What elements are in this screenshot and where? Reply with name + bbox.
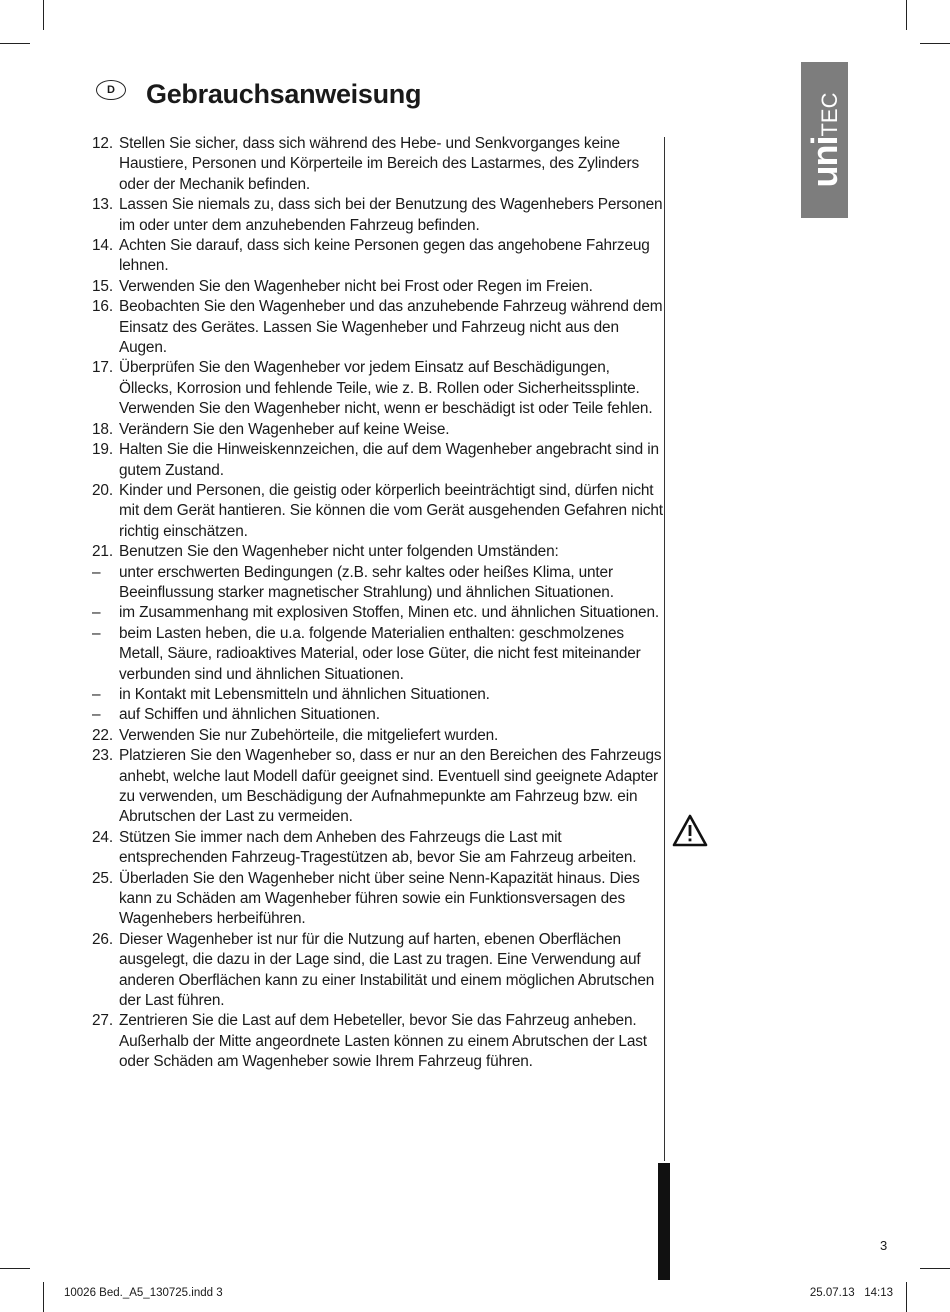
item-text: auf Schiffen und ähnlichen Situationen. [119,706,380,724]
item-number: 26. [92,930,113,948]
list-item [92,440,667,481]
print-slug-date: 25.07.13 14:13 [809,1287,893,1299]
item-number: 13. [92,196,113,214]
crop-mark [906,1282,907,1312]
brand-logo-part2: TEC [816,92,842,137]
list-item [92,481,667,542]
item-text: Verwenden Sie nur Zubehörteile, die mitgeliefert wurden. [119,726,499,744]
item-number: 20. [92,481,113,499]
crop-mark [920,43,950,44]
page-title: Gebrauchsanweisung [146,79,422,109]
list-item [92,869,667,930]
item-text: Platzieren Sie den Wagenheber so, dass er nur an den Bereichen des Fahrzeugs anhebt, welche laut Modell dafür geeignet sind. Eventuell sind geeignete Adapter zu verwenden, um Beschädigung der Aufnahmepunkte am Fahrzeug bzw. ein Abrutschen der Last zu vermeiden. [119,747,662,826]
instructions-list [92,134,667,1073]
list-item [92,1011,667,1072]
crop-mark [0,43,30,44]
item-text: im Zusammenhang mit explosiven Stoffen, Minen etc. und ähnlichen Situationen. [119,604,659,622]
item-text: Verändern Sie den Wagenheber auf keine Weise. [119,420,450,438]
list-item [92,930,667,1012]
crop-mark [906,0,907,30]
item-number: 21. [92,543,113,561]
item-number: – [92,624,101,642]
item-text: Halten Sie die Hinweiskennzeichen, die auf dem Wagenheber angebracht sind in gutem Zustand. [119,441,659,479]
list-item [92,134,667,195]
crop-mark [43,1282,44,1312]
crop-mark [0,1268,30,1269]
item-number: 22. [92,726,113,744]
item-text: Dieser Wagenheber ist nur für die Nutzung auf harten, ebenen Oberflächen ausgelegt, die dazu in der Lage sind, die Last zu tragen. Eine Verwendung auf anderen Oberflächen kann zu einer Instabilität und einem möglichen Abrutschen der Last führen. [119,930,655,1010]
brand-tab [801,62,848,218]
warning-triangle-icon [672,814,708,847]
brand-logo-part1: uni [803,136,845,188]
item-number: 25. [92,869,113,887]
list-item [92,726,667,746]
item-text: Überladen Sie den Wagenheber nicht über seine Nenn-Kapazität hinaus. Dies kann zu Schäden am Wagenheber führen sowie ein Funktionsversagen des Wagenhebers herbeiführen. [119,869,640,928]
list-item [92,297,667,358]
list-item [92,358,667,419]
item-number: – [92,604,101,622]
item-text: Achten Sie darauf, dass sich keine Personen gegen das angehobene Fahrzeug lehnen. [119,237,650,275]
item-text: beim Lasten heben, die u.a. folgende Materialien enthalten: geschmolzenes Metall, Säure, radioaktives Material, oder lose Güter, die nicht fest miteinander verbunden sind und ähnlichen Situationen. [119,624,641,683]
language-badge: D [96,80,126,100]
bullet-item [92,685,667,705]
item-number: 19. [92,441,113,459]
item-text: Verwenden Sie den Wagenheber nicht bei Frost oder Regen im Freien. [119,277,593,295]
list-item [92,542,667,562]
list-item [92,236,667,277]
item-number: 15. [92,277,113,295]
item-number: 17. [92,359,113,377]
item-text: Stellen Sie sicher, dass sich während des Hebe- und Senkvorganges keine Haustiere, Personen und Körperteile im Bereich des Lastarmes, des Zylinders oder der Mechanik befinden. [119,135,639,193]
item-text: Benutzen Sie den Wagenheber nicht unter folgenden Umständen: [119,543,559,561]
item-text: Kinder und Personen, die geistig oder körperlich beeinträchtigt sind, dürfen nicht mit dem Gerät hantieren. Sie können die vom Gerät ausgehenden Gefahren nicht richtig einschätzen. [119,481,663,540]
bullet-item [92,603,667,623]
item-text: unter erschwerten Bedingungen (z.B. sehr kaltes oder heißes Klima, unter Beeinflussung starker magnetischer Strahlung) und ähnlichen Situationen. [119,563,614,601]
item-number: – [92,685,101,703]
thumb-index-bar [658,1163,670,1280]
bullet-item [92,624,667,685]
list-item [92,828,667,869]
item-text: Überprüfen Sie den Wagenheber vor jedem Einsatz auf Beschädigungen, Öllecks, Korrosion und fehlende Teile, wie z. B. Rollen oder Sicherheitssplinte. Verwenden Sie den Wagenheber nicht, wenn er beschädigt ist oder Teile fehlen. [119,359,653,418]
item-number: 12. [92,135,113,152]
item-text: in Kontakt mit Lebensmitteln und ähnlichen Situationen. [119,685,490,703]
bullet-item [92,705,667,725]
list-item [92,420,667,440]
list-item [92,195,667,236]
item-number: 16. [92,298,113,316]
item-number: 14. [92,237,113,255]
item-number: 23. [92,747,113,765]
item-number: 24. [92,828,113,846]
list-item [92,746,667,828]
item-text: Beobachten Sie den Wagenheber und das anzuhebende Fahrzeug während dem Einsatz des Gerätes. Lassen Sie Wagenheber und Fahrzeug nicht aus den Augen. [119,298,663,357]
item-number: – [92,563,101,581]
item-text: Zentrieren Sie die Last auf dem Hebeteller, bevor Sie das Fahrzeug anheben. Außerhalb der Mitte angeordnete Lasten können zu einem Abrutschen der Last oder Schäden am Wagenheber sowie Ihrem Fahrzeug führen. [119,1012,647,1071]
item-text: Stützen Sie immer nach dem Anheben des Fahrzeugs die Last mit entsprechenden Fahrzeug-Tragestützen ab, bevor Sie am Fahrzeug arbeiten. [119,828,637,867]
print-slug-file: 10026 Bed._A5_130725.indd 3 [64,1287,223,1299]
item-number: 27. [92,1012,113,1030]
bullet-item [92,563,667,604]
item-number: – [92,706,101,724]
item-number: 18. [92,420,113,438]
page-number: 3 [880,1238,888,1253]
list-item [92,277,667,297]
crop-mark [920,1268,950,1269]
item-text: Lassen Sie niemals zu, dass sich bei der Benutzung des Wagenhebers Personen im oder unter dem anzuhebenden Fahrzeug befinden. [119,196,663,234]
crop-mark [43,0,44,30]
brand-logo [803,92,845,188]
